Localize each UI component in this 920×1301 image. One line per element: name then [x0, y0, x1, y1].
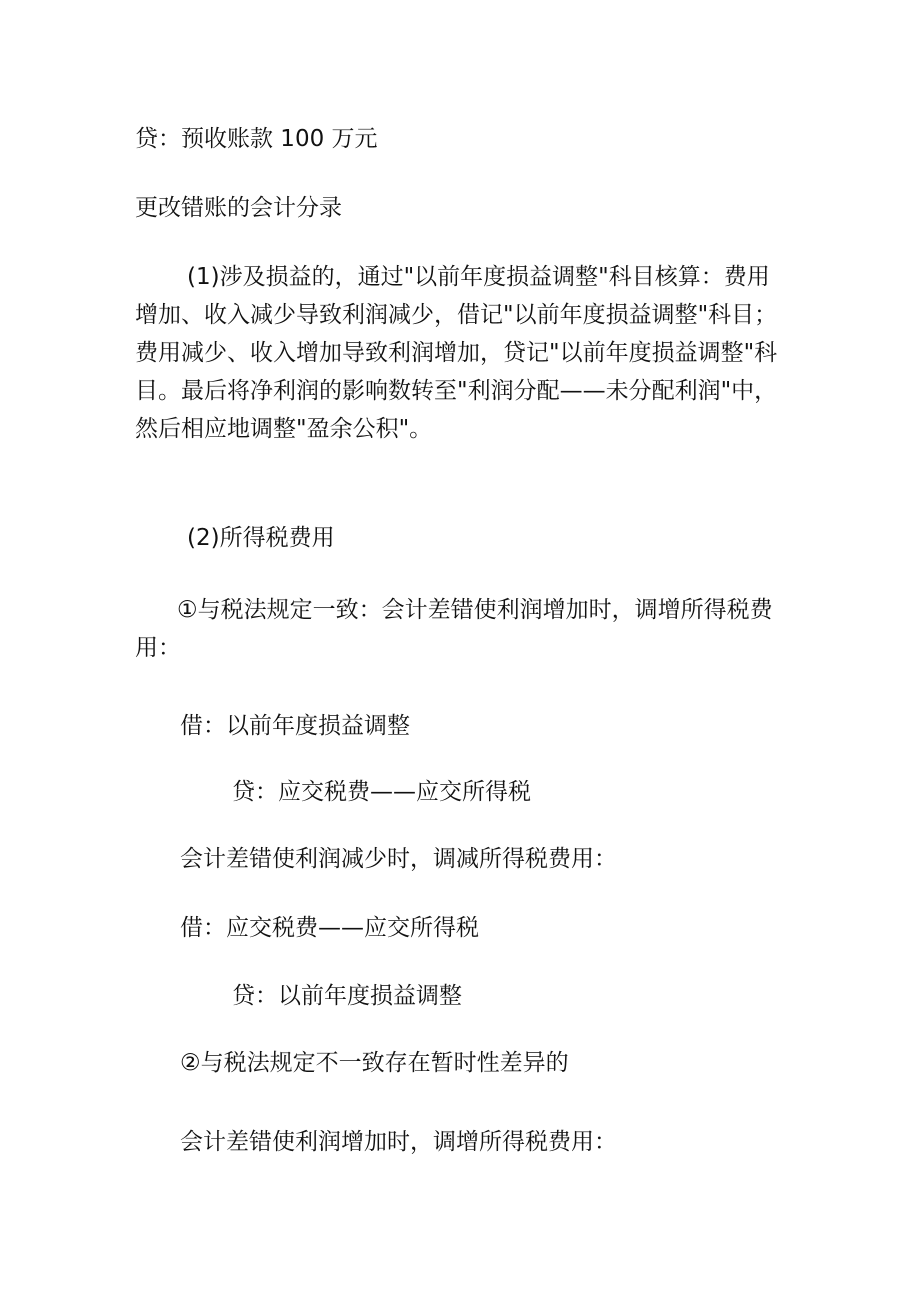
entry1-credit-line: 贷：应交税费——应交所得税 [232, 779, 531, 805]
decrease-line: 会计差错使利润减少时，调减所得税费用： [180, 846, 617, 872]
item-temporary-difference: ②与税法规定不一致存在暂时性差异的 [180, 1050, 569, 1076]
item-income-tax: (2)所得税费用 [187, 525, 335, 551]
entry1-debit-line: 借：以前年度损益调整 [180, 713, 410, 739]
paragraph-line: 然后相应地调整"盈余公积"。 [135, 416, 433, 442]
paragraph-line: 目。最后将净利润的影响数转至"利润分配——未分配利润"中， [135, 378, 778, 404]
paragraph-line: (1)涉及损益的，通过"以前年度损益调整"科目核算：费用 [187, 264, 770, 290]
entry2-debit-line: 借：应交税费——应交所得税 [180, 915, 479, 941]
credit-advance-line: 贷：预收账款 100 万元 [135, 126, 378, 152]
paragraph-line: 增加、收入减少导致利润减少，借记"以前年度损益调整"科目； [135, 302, 778, 328]
paragraph-tax-consistent [135, 591, 790, 667]
section-heading: 更改错账的会计分录 [135, 195, 342, 221]
paragraph-profit-loss [135, 258, 790, 448]
paragraph-line: 费用减少、收入增加导致利润增加，贷记"以前年度损益调整"科 [135, 340, 778, 366]
entry2-credit-line: 贷：以前年度损益调整 [232, 983, 462, 1009]
paragraph-line: ①与税法规定一致：会计差错使利润增加时，调增所得税费 [177, 597, 773, 623]
increase-line: 会计差错使利润增加时，调增所得税费用： [180, 1129, 617, 1155]
paragraph-line: 用： [135, 635, 181, 661]
